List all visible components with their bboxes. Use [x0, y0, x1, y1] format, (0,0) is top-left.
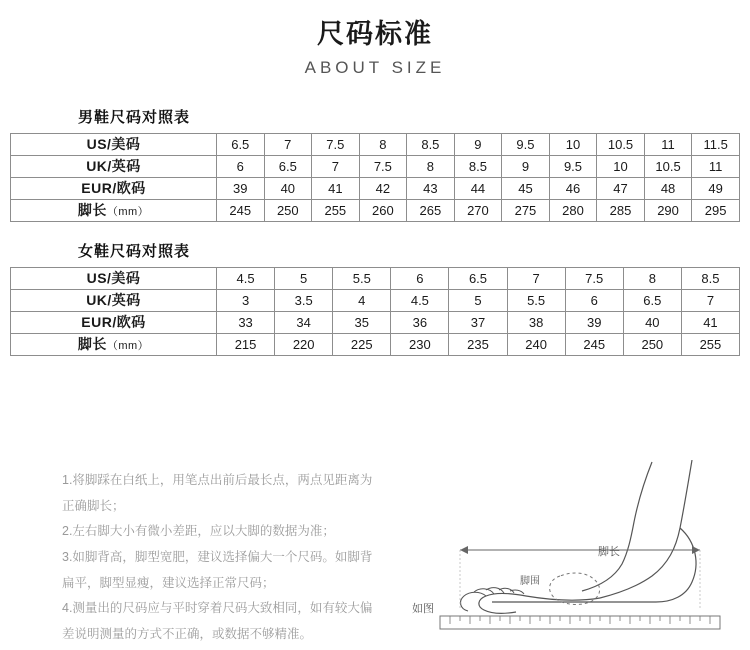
table-cell: 37: [449, 311, 507, 333]
table-cell: 9: [454, 133, 502, 155]
table-cell: 34: [275, 311, 333, 333]
foot-diagram-svg: [400, 460, 740, 645]
row-header: UK/英码: [11, 289, 217, 311]
table-row: [11, 267, 740, 289]
table-cell: 250: [264, 199, 312, 221]
row-header: UK/英码: [11, 155, 217, 177]
diagram-caption-label: 如图: [412, 603, 434, 615]
table-cell: 11: [692, 155, 740, 177]
table-cell: 215: [217, 333, 275, 355]
instruction-line: 4.测量出的尺码应与平时穿着尺码大致相同，如有较大偏: [62, 601, 373, 616]
table-cell: 7: [312, 155, 360, 177]
table-cell: 280: [549, 199, 597, 221]
table-cell: 7.5: [312, 133, 360, 155]
instruction-line: 3.如脚背高，脚型宽肥，建议选择偏大一个尺码。如脚背: [62, 549, 373, 564]
table-cell: 10: [597, 155, 645, 177]
men-size-table-block: [10, 106, 740, 222]
foot-measurement-diagram: [400, 460, 740, 645]
table-cell: 220: [275, 333, 333, 355]
table-cell: 6.5: [449, 267, 507, 289]
table-row: [11, 289, 740, 311]
table-cell: 39: [565, 311, 623, 333]
instructions-text: [62, 468, 392, 647]
table-cell: 41: [681, 311, 739, 333]
instruction-line: 扁平，脚型显瘦，建议选择正常尺码；: [62, 575, 275, 590]
table-cell: 44: [454, 177, 502, 199]
table-cell: 7: [507, 267, 565, 289]
table-cell: 230: [391, 333, 449, 355]
page-header: [0, 0, 750, 78]
table-cell: 245: [565, 333, 623, 355]
table-cell: 4: [333, 289, 391, 311]
row-header-unit: （mm）: [106, 340, 150, 353]
table-cell: 9.5: [549, 155, 597, 177]
table-cell: 9: [502, 155, 550, 177]
table-cell: 8.5: [454, 155, 502, 177]
table-cell: 49: [692, 177, 740, 199]
instruction-line: 正确脚长；: [62, 498, 125, 513]
row-header: EUR/欧码: [11, 177, 217, 199]
table-cell: 38: [507, 311, 565, 333]
table-cell: 40: [264, 177, 312, 199]
table-cell: 6.5: [264, 155, 312, 177]
table-cell: 265: [407, 199, 455, 221]
table-cell: 225: [333, 333, 391, 355]
table-cell: 8: [359, 133, 407, 155]
table-cell: 270: [454, 199, 502, 221]
table-cell: 5.5: [507, 289, 565, 311]
table-cell: 260: [359, 199, 407, 221]
table-cell: 4.5: [217, 267, 275, 289]
table-cell: 8: [407, 155, 455, 177]
table-cell: 250: [623, 333, 681, 355]
table-cell: 285: [597, 199, 645, 221]
table-cell: 7: [264, 133, 312, 155]
row-header: 脚长（mm）: [11, 199, 217, 221]
table-cell: 47: [597, 177, 645, 199]
table-cell: 10: [549, 133, 597, 155]
table-cell: 39: [217, 177, 265, 199]
table-cell: 235: [449, 333, 507, 355]
table-cell: 4.5: [391, 289, 449, 311]
table-cell: 48: [644, 177, 692, 199]
table-cell: 295: [692, 199, 740, 221]
page-subtitle: ABOUT SIZE: [304, 57, 446, 77]
table-cell: 5.5: [333, 267, 391, 289]
table-cell: 6: [565, 289, 623, 311]
table-cell: 10.5: [597, 133, 645, 155]
table-cell: 6: [217, 155, 265, 177]
table-cell: 46: [549, 177, 597, 199]
instruction-line: 差说明测量的方式不正确，或数据不够精准。: [62, 626, 313, 641]
table-cell: 7.5: [359, 155, 407, 177]
row-header-unit: （mm）: [106, 206, 150, 219]
page-title: 尺码标准: [317, 19, 433, 49]
table-row: [11, 199, 740, 221]
table-cell: 3: [217, 289, 275, 311]
table-cell: 255: [681, 333, 739, 355]
table-cell: 11: [644, 133, 692, 155]
measuring-instructions-section: [0, 450, 750, 649]
row-header: US/美码: [11, 267, 217, 289]
table-row: [11, 155, 740, 177]
table-cell: 8.5: [407, 133, 455, 155]
table-cell: 10.5: [644, 155, 692, 177]
table-cell: 5: [275, 267, 333, 289]
table-cell: 245: [217, 199, 265, 221]
table-cell: 7.5: [565, 267, 623, 289]
table-cell: 5: [449, 289, 507, 311]
instruction-line: 2.左右脚大小有微小差距，应以大脚的数据为准；: [62, 524, 335, 539]
table-cell: 8.5: [681, 267, 739, 289]
table-cell: 3.5: [275, 289, 333, 311]
women-size-table: [10, 267, 740, 356]
row-header: 脚长（mm）: [11, 333, 217, 355]
table-cell: 255: [312, 199, 360, 221]
table-cell: 6.5: [217, 133, 265, 155]
row-header: US/美码: [11, 133, 217, 155]
table-row: [11, 177, 740, 199]
table-cell: 36: [391, 311, 449, 333]
men-table-caption: 男鞋尺码对照表: [78, 108, 191, 126]
table-row: [11, 333, 740, 355]
table-cell: 6.5: [623, 289, 681, 311]
row-header: EUR/欧码: [11, 311, 217, 333]
table-cell: 8: [623, 267, 681, 289]
women-size-table-block: [10, 240, 740, 356]
table-cell: 7: [681, 289, 739, 311]
table-cell: 42: [359, 177, 407, 199]
table-cell: 275: [502, 199, 550, 221]
table-cell: 45: [502, 177, 550, 199]
table-cell: 290: [644, 199, 692, 221]
table-cell: 41: [312, 177, 360, 199]
table-cell: 40: [623, 311, 681, 333]
table-cell: 35: [333, 311, 391, 333]
foot-girth-label: 脚围: [520, 576, 540, 587]
table-row: [11, 311, 740, 333]
women-table-caption: 女鞋尺码对照表: [78, 242, 191, 260]
table-cell: 240: [507, 333, 565, 355]
table-row: [11, 133, 740, 155]
instruction-line: 1.将脚踩在白纸上，用笔点出前后最长点，两点见距离为: [62, 473, 373, 487]
table-cell: 6: [391, 267, 449, 289]
foot-length-label: 脚长: [598, 546, 620, 558]
table-cell: 33: [217, 311, 275, 333]
table-cell: 43: [407, 177, 455, 199]
men-size-table: [10, 133, 740, 222]
table-cell: 9.5: [502, 133, 550, 155]
table-cell: 11.5: [692, 133, 740, 155]
